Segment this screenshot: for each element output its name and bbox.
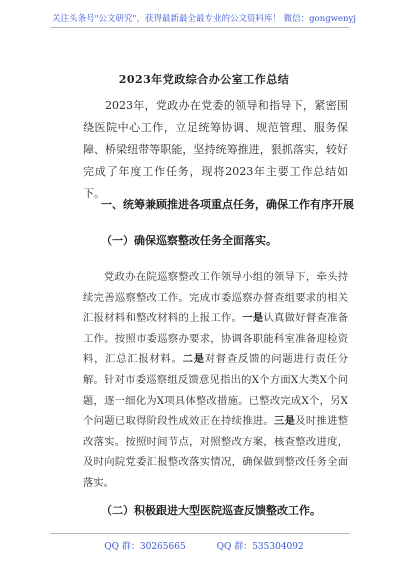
subsection-heading-2: （二）积极跟进大型医院巡查反馈整改工作。 (101, 504, 321, 517)
para1-emphasis-3: 三是 (274, 415, 296, 428)
para1-text-4: 及时推进整改落实。按照时间节点，对照整改方案，核查整改进度，及时向院党委汇报整改落实情况，确保做到整改任务全面落实。 (83, 415, 349, 489)
para1-emphasis-2: 二是 (182, 353, 205, 366)
document-title: 2023年党政综合办公室工作总结 (118, 73, 290, 86)
footer-qq-group-1: QQ 群：30265665 (104, 542, 186, 552)
body-paragraph-1 (83, 267, 348, 494)
para1-emphasis-1: 一是 (242, 312, 264, 325)
subsection-heading-1: （一）确保巡察整改任务全面落实。 (101, 234, 277, 247)
section-heading-1: 一、统筹兼顾推进各项重点任务，确保工作有序开展 (101, 198, 354, 211)
footer-qq-group-2: QQ 群：535304092 (216, 542, 304, 552)
para1-text-2: 认真做好督查准备工作。按照市委巡察办要求，协调各职能科室准备迎检资料，汇总汇报材料。 (83, 312, 349, 366)
intro-paragraph: 2023年，党政办在党委的领导和指导下，紧密围绕医院中心工作，立足统筹协调、规范管理、服务保障、桥梁纽带等职能，坚持统筹推进，狠抓落实，较好完成了年度工作任务，现将2023年主要工作总结如下。 (83, 99, 348, 200)
footer-contact (0, 539, 408, 552)
header-divider (50, 27, 350, 28)
header-watermark-note: 关注头条号"公文研究"，获得最新最全最专业的公文资料库！ 微信：gongwenyj (52, 14, 356, 24)
para1-text-1: 党政办在院巡察整改工作领导小组的领导下，牵头持续完善巡察整改工作。完成市委巡察办督查组要求的相关汇报材料和整改材料的上报工作。 (83, 271, 348, 325)
para1-text-3: 对督查反馈的问题进行责任分解。针对市委巡察组反馈意见指出的X个方面X大类X个问题，逐一细化为X项具体整改措施。已整改完成X个，另X个问题已取得阶段性成效正在持续推进。 (83, 353, 349, 428)
footer-divider (50, 533, 350, 534)
